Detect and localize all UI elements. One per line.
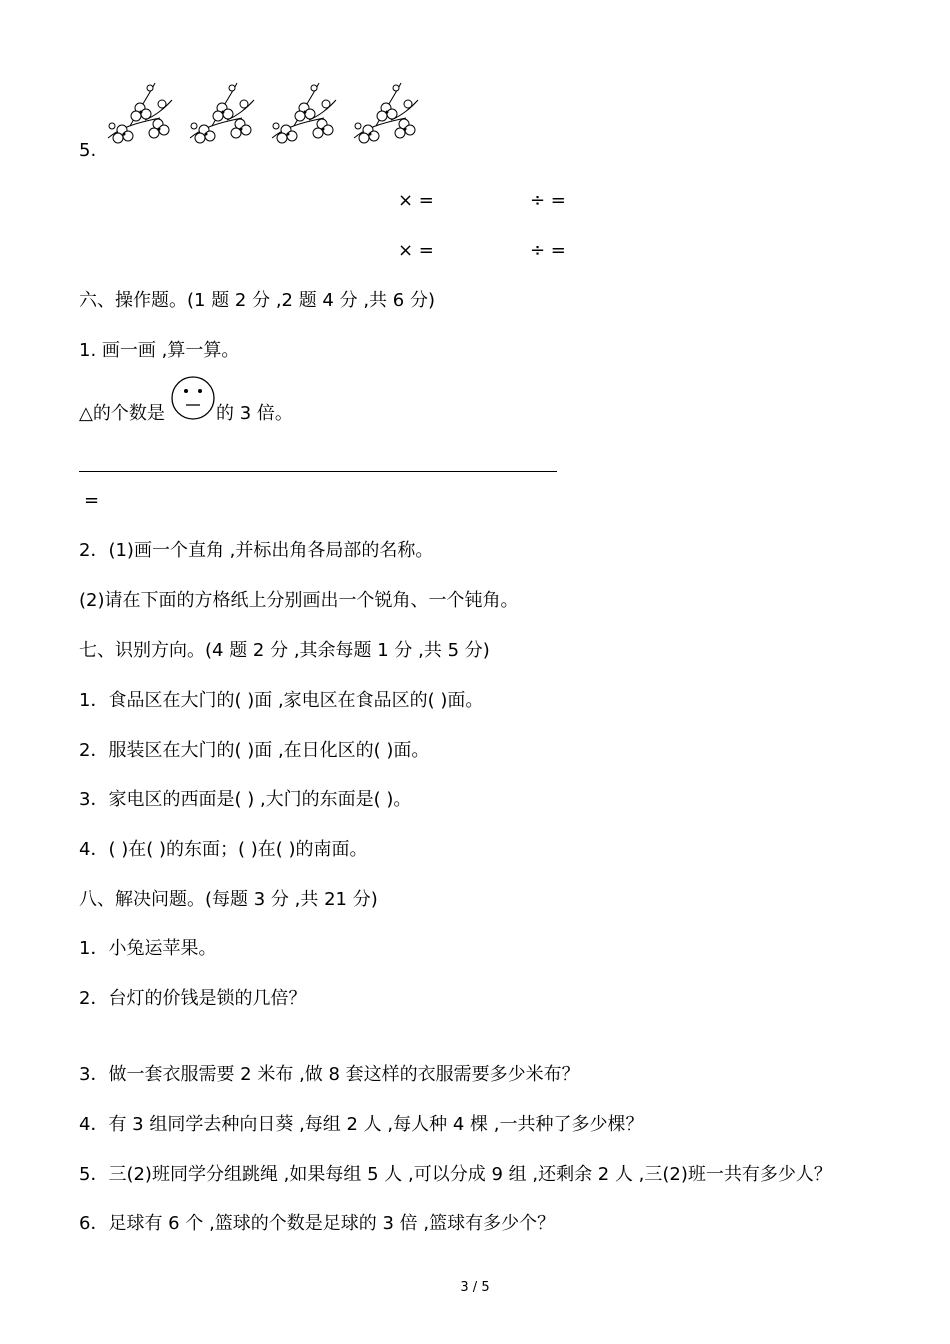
section-7-heading: 七、识别方向。(4 题 2 分 ,其余每题 1 分 ,共 5 分) bbox=[79, 640, 490, 661]
section-8-heading: 八、解决问题。(每题 3 分 ,共 21 分) bbox=[79, 889, 378, 910]
question-5-number: 5. bbox=[79, 140, 97, 161]
section-8-question-4: 4．有 3 组同学去种向日葵 ,每组 2 人 ,每人种 4 棵 ,一共种了多少棵？ bbox=[79, 1114, 644, 1135]
section-7-question-2: 2．服装区在大门的( )面 ,在日化区的( )面。 bbox=[79, 740, 430, 761]
section-6-question-2-line-2: (2)请在下面的方格纸上分别画出一个锐角、一个钝角。 bbox=[79, 590, 519, 611]
answer-line bbox=[79, 471, 557, 472]
answer-equals: = bbox=[84, 490, 100, 511]
section-6-heading: 六、操作题。(1 题 2 分 ,2 题 4 分 ,共 6 分) bbox=[79, 290, 435, 311]
section-7-question-1: 1．食品区在大门的( )面 ,家电区在食品区的( )面。 bbox=[79, 690, 484, 711]
page-number: 3 / 5 bbox=[460, 1280, 490, 1295]
section-8-question-5: 5．三(2)班同学分组跳绳 ,如果每组 5 人 ,可以分成 9 组 ,还剩余 2 人 ,三(2)班一共有多少人？ bbox=[79, 1164, 832, 1185]
equation-1-multiply: × = bbox=[398, 190, 434, 211]
section-8-question-6: 6．足球有 6 个 ,篮球的个数是足球的 3 倍 ,篮球有多少个？ bbox=[79, 1213, 556, 1234]
smiley-face-icon bbox=[170, 375, 216, 421]
section-6-question-1-text-before: △的个数是 bbox=[79, 403, 165, 424]
equation-2-divide: ÷ = bbox=[530, 240, 566, 261]
section-8-question-1: 1．小兔运苹果。 bbox=[79, 938, 217, 959]
section-7-question-3: 3．家电区的西面是( ) ,大门的东面是( )。 bbox=[79, 789, 412, 810]
section-6-question-1-text-after: 的 3 倍。 bbox=[216, 403, 293, 424]
section-8-question-2: 2．台灯的价钱是锁的几倍？ bbox=[79, 988, 307, 1009]
equation-1-divide: ÷ = bbox=[530, 190, 566, 211]
section-6-question-2-line-1: 2．(1)画一个直角 ,并标出角各局部的名称。 bbox=[79, 540, 434, 561]
section-7-question-4: 4．( )在( )的东面；( )在( )的南面。 bbox=[79, 839, 368, 860]
section-8-question-3: 3．做一套衣服需要 2 米布 ,做 8 套这样的衣服需要多少米布？ bbox=[79, 1064, 580, 1085]
section-6-question-1-title: 1. 画一画 ,算一算。 bbox=[79, 340, 240, 361]
plum-blossom-icon bbox=[100, 78, 430, 158]
equation-2-multiply: × = bbox=[398, 240, 434, 261]
